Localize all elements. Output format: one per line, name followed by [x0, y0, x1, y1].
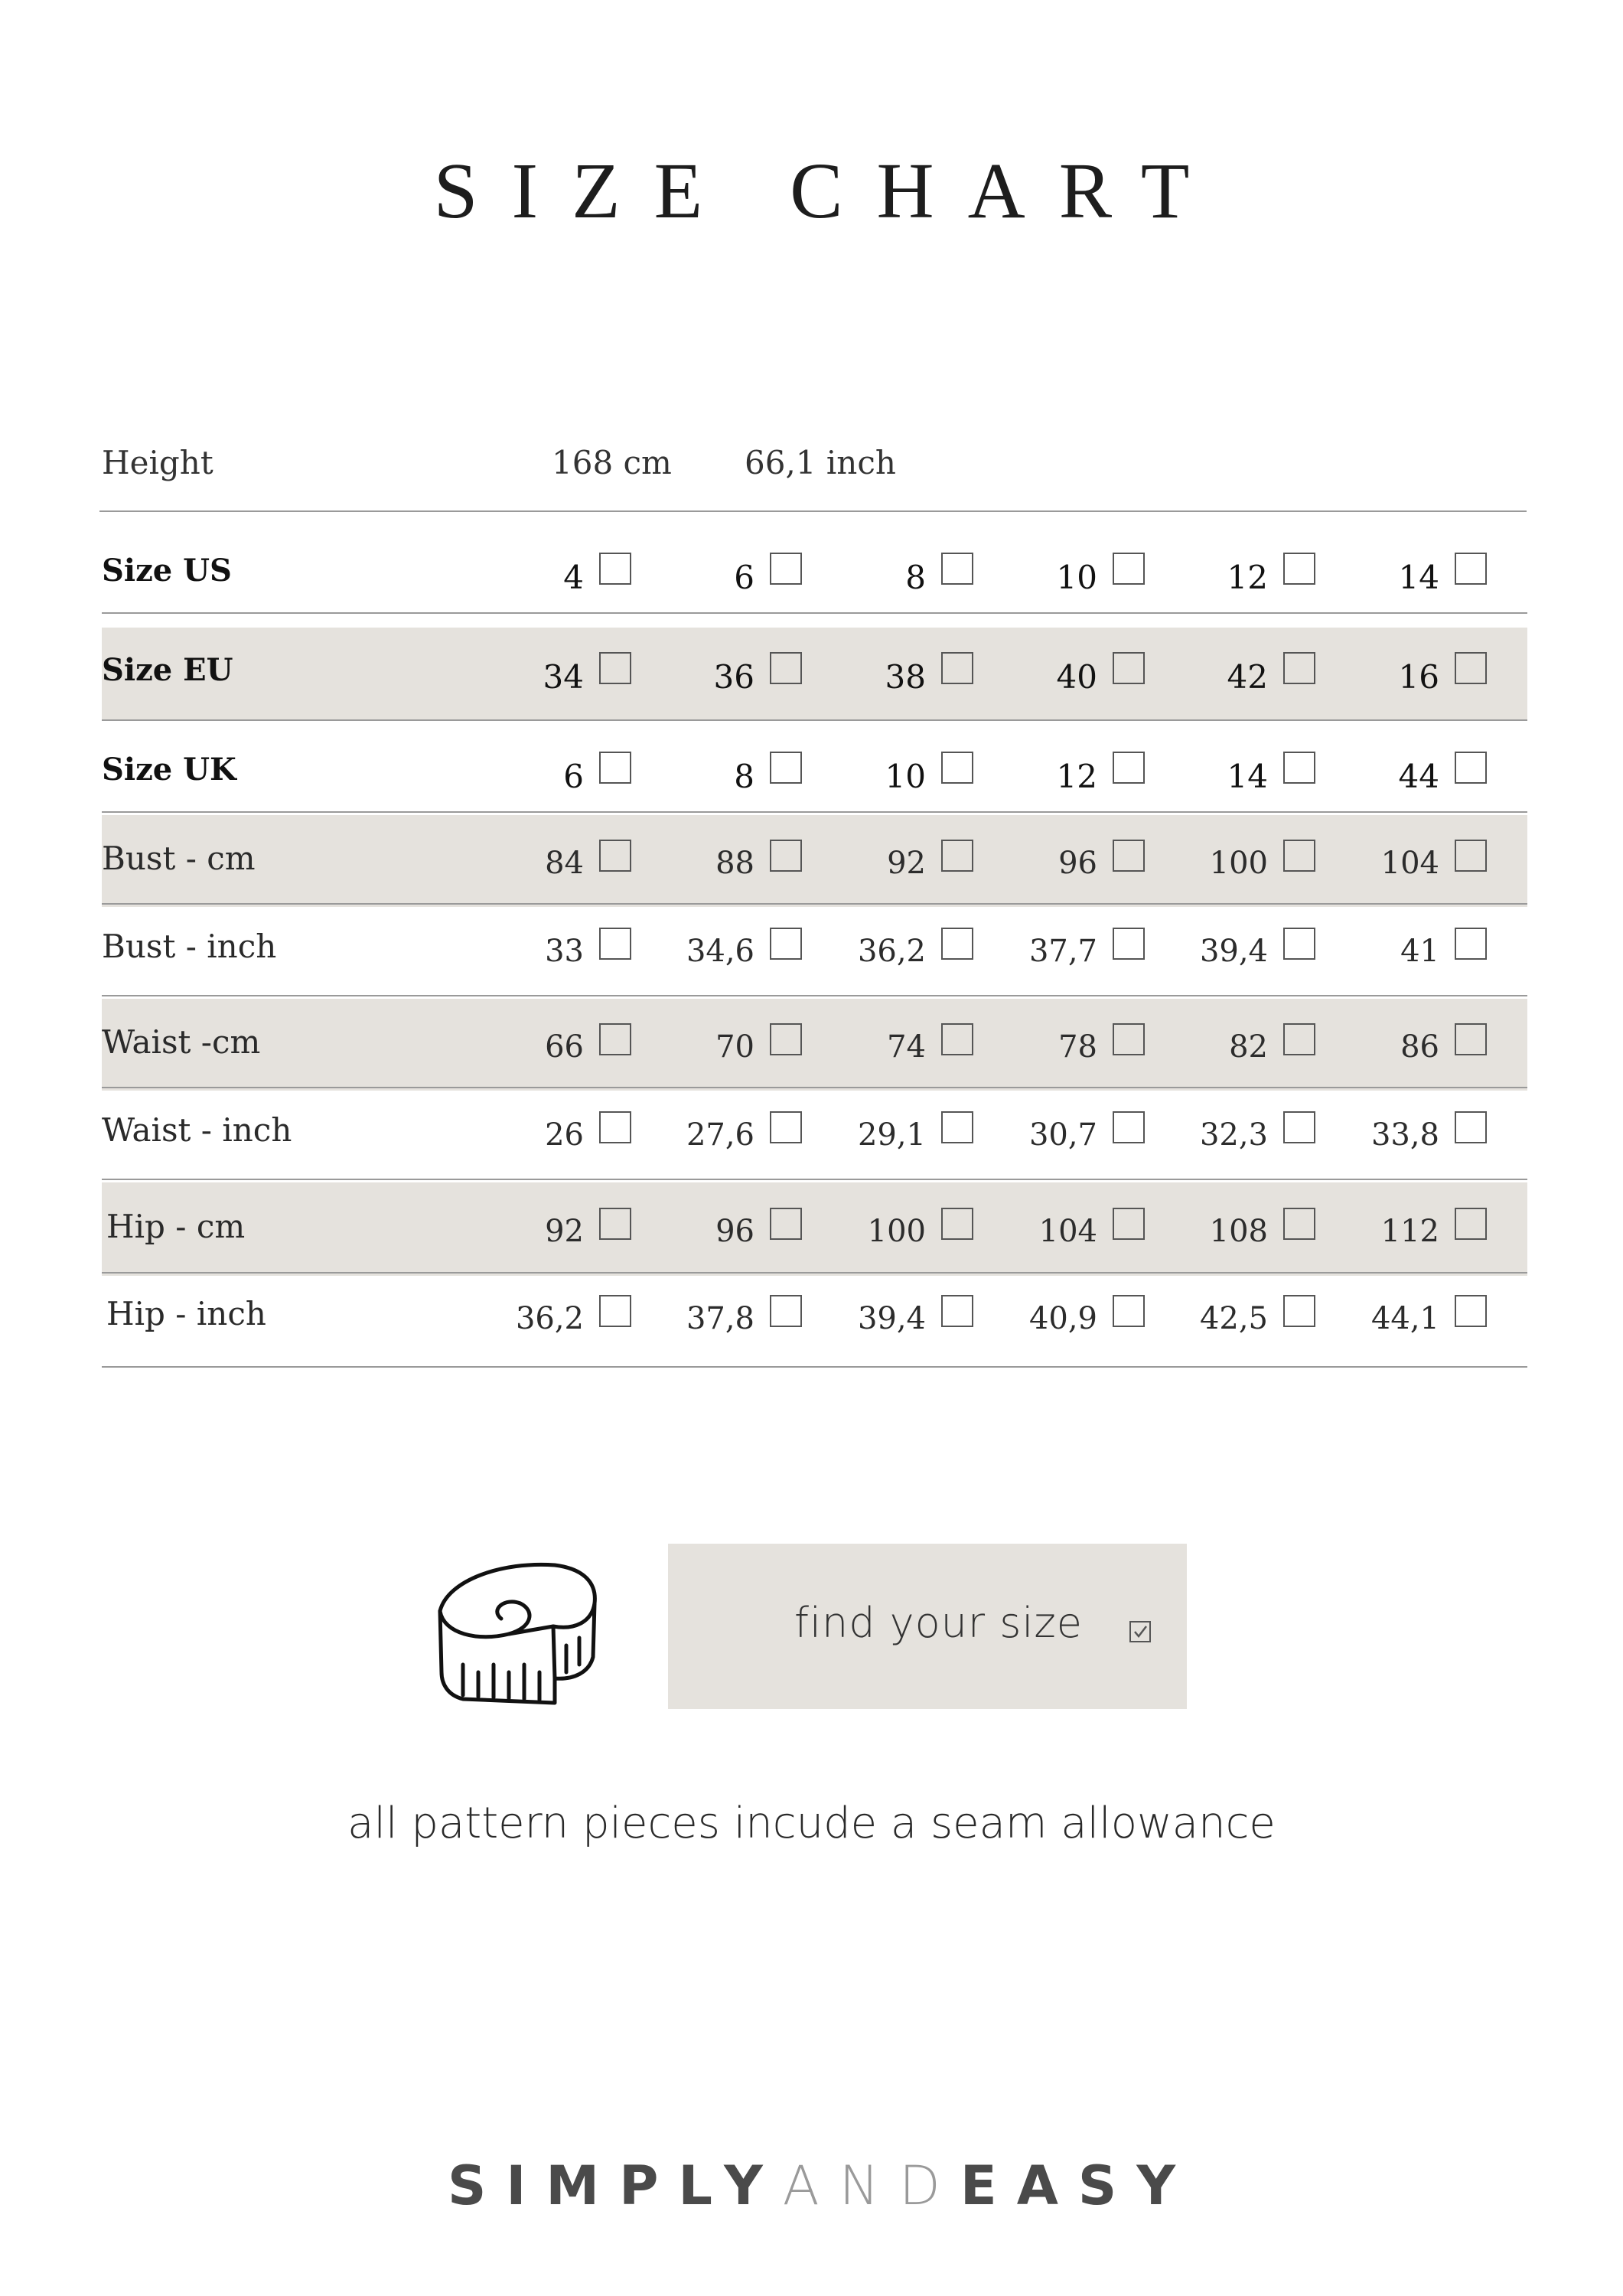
size-value: 14 — [1398, 559, 1439, 596]
size-checkbox[interactable] — [941, 928, 973, 960]
size-checkbox[interactable] — [1283, 840, 1315, 872]
size-checkbox[interactable] — [941, 840, 973, 872]
size-checkbox[interactable] — [1113, 1208, 1145, 1240]
size-option[interactable] — [478, 838, 631, 884]
size-checkbox[interactable] — [599, 840, 631, 872]
row-divider — [102, 1087, 1527, 1088]
size-value: 12 — [1227, 559, 1268, 596]
size-option[interactable] — [1334, 651, 1487, 696]
size-checkbox[interactable] — [1113, 1295, 1145, 1327]
size-value: 36 — [713, 658, 754, 696]
page-title: SIZE CHART — [433, 147, 1224, 235]
measuring-tape-icon — [432, 1550, 605, 1707]
size-option[interactable] — [478, 1206, 631, 1252]
size-value: 82 — [1229, 1029, 1268, 1065]
row-label: Size EU — [102, 652, 233, 688]
size-option[interactable] — [992, 1206, 1145, 1252]
size-option[interactable] — [1334, 1206, 1487, 1252]
row-label: Size US — [102, 553, 232, 589]
table-row — [102, 1091, 1527, 1175]
size-checkbox[interactable] — [1283, 928, 1315, 960]
size-checkbox[interactable] — [770, 553, 802, 585]
row-divider — [102, 811, 1527, 813]
size-option[interactable] — [1162, 1206, 1315, 1252]
size-checkbox[interactable] — [1455, 1023, 1487, 1055]
size-option[interactable] — [649, 651, 802, 696]
find-your-size-button[interactable] — [668, 1544, 1187, 1709]
size-checkbox[interactable] — [1455, 1295, 1487, 1327]
size-checkbox[interactable] — [1283, 553, 1315, 585]
size-option[interactable] — [478, 750, 631, 796]
size-value: 33 — [545, 934, 584, 969]
size-option[interactable] — [1162, 838, 1315, 884]
row-label: Bust - cm — [102, 840, 256, 877]
size-value: 27,6 — [686, 1117, 754, 1153]
size-value: 8 — [905, 559, 926, 596]
size-value: 40 — [1056, 658, 1097, 696]
size-option[interactable] — [649, 838, 802, 884]
size-value: 66 — [545, 1029, 584, 1065]
size-option[interactable] — [820, 1293, 973, 1339]
size-checkbox[interactable] — [1113, 1023, 1145, 1055]
size-value: 42,5 — [1199, 1301, 1268, 1336]
size-checkbox[interactable] — [770, 752, 802, 784]
size-value: 12 — [1056, 758, 1097, 795]
size-value: 96 — [715, 1214, 754, 1249]
size-option[interactable] — [992, 926, 1145, 972]
size-value: 40,9 — [1028, 1301, 1097, 1336]
size-value: 70 — [715, 1029, 754, 1065]
size-value: 100 — [867, 1214, 926, 1249]
size-option[interactable] — [820, 651, 973, 696]
size-checkbox[interactable] — [599, 1295, 631, 1327]
size-option[interactable] — [1162, 926, 1315, 972]
size-checkbox[interactable] — [1113, 553, 1145, 585]
size-option[interactable] — [1334, 551, 1487, 597]
size-checkbox[interactable] — [1455, 652, 1487, 684]
size-option[interactable] — [1162, 551, 1315, 597]
brand-part-and: AND — [782, 2154, 960, 2217]
height-label: Height — [102, 444, 213, 481]
size-option[interactable] — [992, 1110, 1145, 1156]
size-value: 42 — [1227, 658, 1268, 696]
size-checkbox[interactable] — [1113, 1111, 1145, 1143]
size-checkbox[interactable] — [1283, 1295, 1315, 1327]
size-value: 34 — [543, 658, 584, 696]
size-value: 112 — [1380, 1214, 1439, 1249]
size-option[interactable] — [992, 651, 1145, 696]
size-value: 104 — [1038, 1214, 1097, 1249]
size-checkbox[interactable] — [941, 652, 973, 684]
size-checkbox[interactable] — [1283, 1111, 1315, 1143]
size-checkbox[interactable] — [941, 553, 973, 585]
seam-allowance-note: all pattern pieces incude a seam allowance — [347, 1799, 1276, 1848]
size-checkbox[interactable] — [1113, 752, 1145, 784]
row-label: Size UK — [102, 752, 236, 788]
size-option[interactable] — [1334, 838, 1487, 884]
size-checkbox[interactable] — [599, 928, 631, 960]
size-value: 37,8 — [686, 1301, 754, 1336]
size-value: 10 — [885, 758, 926, 795]
size-option[interactable] — [1162, 1110, 1315, 1156]
row-label: Hip - cm — [106, 1208, 246, 1245]
size-value: 84 — [545, 846, 584, 881]
size-value: 92 — [887, 846, 926, 881]
size-option[interactable] — [992, 1293, 1145, 1339]
size-option[interactable] — [478, 551, 631, 597]
size-option[interactable] — [820, 750, 973, 796]
size-option[interactable] — [820, 926, 973, 972]
size-value: 92 — [545, 1214, 584, 1249]
brand-logo — [0, 2154, 1623, 2217]
size-option[interactable] — [820, 551, 973, 597]
size-checkbox[interactable] — [1283, 1023, 1315, 1055]
size-option[interactable] — [478, 651, 631, 696]
size-option[interactable] — [1162, 1022, 1315, 1068]
size-value: 104 — [1380, 846, 1439, 881]
size-checkbox[interactable] — [599, 752, 631, 784]
size-option[interactable] — [649, 1022, 802, 1068]
divider — [99, 510, 1527, 512]
size-option[interactable] — [1334, 926, 1487, 972]
row-divider — [102, 903, 1527, 905]
size-value: 30,7 — [1028, 1117, 1097, 1153]
row-divider — [102, 1179, 1527, 1180]
table-row — [102, 731, 1527, 815]
size-option[interactable] — [820, 1206, 973, 1252]
size-option[interactable] — [1334, 1022, 1487, 1068]
size-value: 6 — [734, 559, 754, 596]
size-option[interactable] — [1162, 1293, 1315, 1339]
brand-part-simply: SIMPLY — [447, 2154, 783, 2217]
size-option[interactable] — [649, 750, 802, 796]
size-option[interactable] — [649, 551, 802, 597]
size-value: 41 — [1400, 934, 1439, 969]
size-option[interactable] — [478, 1022, 631, 1068]
size-value: 10 — [1056, 559, 1097, 596]
size-value: 88 — [715, 846, 754, 881]
table-row — [102, 540, 1527, 608]
size-checkbox[interactable] — [1455, 1208, 1487, 1240]
size-checkbox[interactable] — [599, 553, 631, 585]
table-row — [102, 999, 1527, 1091]
checkbox-checked-icon — [1129, 1620, 1152, 1643]
size-checkbox[interactable] — [941, 1208, 973, 1240]
size-value: 100 — [1209, 846, 1268, 881]
size-value: 39,4 — [1199, 934, 1268, 969]
size-checkbox[interactable] — [599, 1208, 631, 1240]
size-option[interactable] — [478, 926, 631, 972]
row-label: Hip - inch — [106, 1295, 266, 1332]
size-value: 39,4 — [857, 1301, 926, 1336]
table-row — [102, 815, 1527, 907]
size-checkbox[interactable] — [941, 1111, 973, 1143]
row-label: Waist - inch — [102, 1111, 292, 1149]
size-value: 34,6 — [686, 934, 754, 969]
table-row — [102, 1274, 1527, 1358]
table-row — [102, 628, 1527, 719]
size-option[interactable] — [820, 1022, 973, 1068]
size-option[interactable] — [1162, 750, 1315, 796]
size-option[interactable] — [649, 1293, 802, 1339]
size-option[interactable] — [820, 838, 973, 884]
size-checkbox[interactable] — [1283, 1208, 1315, 1240]
size-value: 8 — [734, 758, 754, 795]
size-option[interactable] — [649, 1110, 802, 1156]
row-label: Bust - inch — [102, 928, 277, 965]
size-value: 38 — [885, 658, 926, 696]
size-value: 96 — [1058, 846, 1097, 881]
size-option[interactable] — [478, 1110, 631, 1156]
size-value: 78 — [1058, 1029, 1097, 1065]
size-value: 108 — [1209, 1214, 1268, 1249]
size-value: 44 — [1398, 758, 1439, 795]
size-checkbox[interactable] — [941, 1295, 973, 1327]
size-value: 74 — [887, 1029, 926, 1065]
size-value: 14 — [1227, 758, 1268, 795]
size-option[interactable] — [1162, 651, 1315, 696]
size-checkbox[interactable] — [770, 1295, 802, 1327]
row-divider — [102, 1272, 1527, 1274]
size-checkbox[interactable] — [770, 840, 802, 872]
size-option[interactable] — [1334, 750, 1487, 796]
size-value: 33,8 — [1370, 1117, 1439, 1153]
size-checkbox[interactable] — [599, 1023, 631, 1055]
size-option[interactable] — [649, 926, 802, 972]
row-divider — [102, 1366, 1527, 1368]
size-option[interactable] — [992, 551, 1145, 597]
size-checkbox[interactable] — [770, 1023, 802, 1055]
size-value: 36,2 — [857, 934, 926, 969]
size-checkbox[interactable] — [770, 1111, 802, 1143]
table-row — [102, 1182, 1527, 1276]
size-option[interactable] — [1334, 1293, 1487, 1339]
row-divider — [102, 612, 1527, 614]
size-option[interactable] — [478, 1293, 631, 1339]
size-option[interactable] — [1334, 1110, 1487, 1156]
size-checkbox[interactable] — [941, 1023, 973, 1055]
table-row — [102, 907, 1527, 991]
find-your-size-label: find your size — [794, 1599, 1083, 1647]
height-inch: 66,1 inch — [745, 444, 896, 481]
height-row — [102, 444, 1525, 505]
brand-part-easy: EASY — [960, 2154, 1196, 2217]
size-value: 26 — [545, 1117, 584, 1153]
size-checkbox[interactable] — [599, 652, 631, 684]
size-checkbox[interactable] — [1113, 840, 1145, 872]
size-option[interactable] — [992, 1022, 1145, 1068]
height-cm: 168 cm — [552, 444, 672, 481]
size-checkbox[interactable] — [1455, 1111, 1487, 1143]
size-value: 32,3 — [1199, 1117, 1268, 1153]
size-value: 37,7 — [1028, 934, 1097, 969]
size-checkbox[interactable] — [1113, 652, 1145, 684]
row-label: Waist -cm — [102, 1023, 261, 1061]
size-checkbox[interactable] — [1455, 553, 1487, 585]
size-option[interactable] — [992, 838, 1145, 884]
size-checkbox[interactable] — [1455, 928, 1487, 960]
size-value: 29,1 — [857, 1117, 926, 1153]
size-option[interactable] — [820, 1110, 973, 1156]
size-value: 36,2 — [515, 1301, 584, 1336]
row-divider — [102, 995, 1527, 996]
size-checkbox[interactable] — [1283, 652, 1315, 684]
size-value: 16 — [1398, 658, 1439, 696]
size-value: 6 — [563, 758, 584, 795]
size-checkbox[interactable] — [941, 752, 973, 784]
row-divider — [102, 719, 1527, 721]
size-checkbox[interactable] — [1455, 840, 1487, 872]
size-checkbox[interactable] — [1283, 752, 1315, 784]
size-checkbox[interactable] — [1455, 752, 1487, 784]
size-option[interactable] — [992, 750, 1145, 796]
size-value: 86 — [1400, 1029, 1439, 1065]
size-checkbox[interactable] — [1113, 928, 1145, 960]
size-checkbox[interactable] — [599, 1111, 631, 1143]
size-checkbox[interactable] — [770, 652, 802, 684]
size-value: 4 — [563, 559, 584, 596]
size-checkbox[interactable] — [770, 1208, 802, 1240]
size-checkbox[interactable] — [770, 928, 802, 960]
size-option[interactable] — [649, 1206, 802, 1252]
size-value: 44,1 — [1370, 1301, 1439, 1336]
